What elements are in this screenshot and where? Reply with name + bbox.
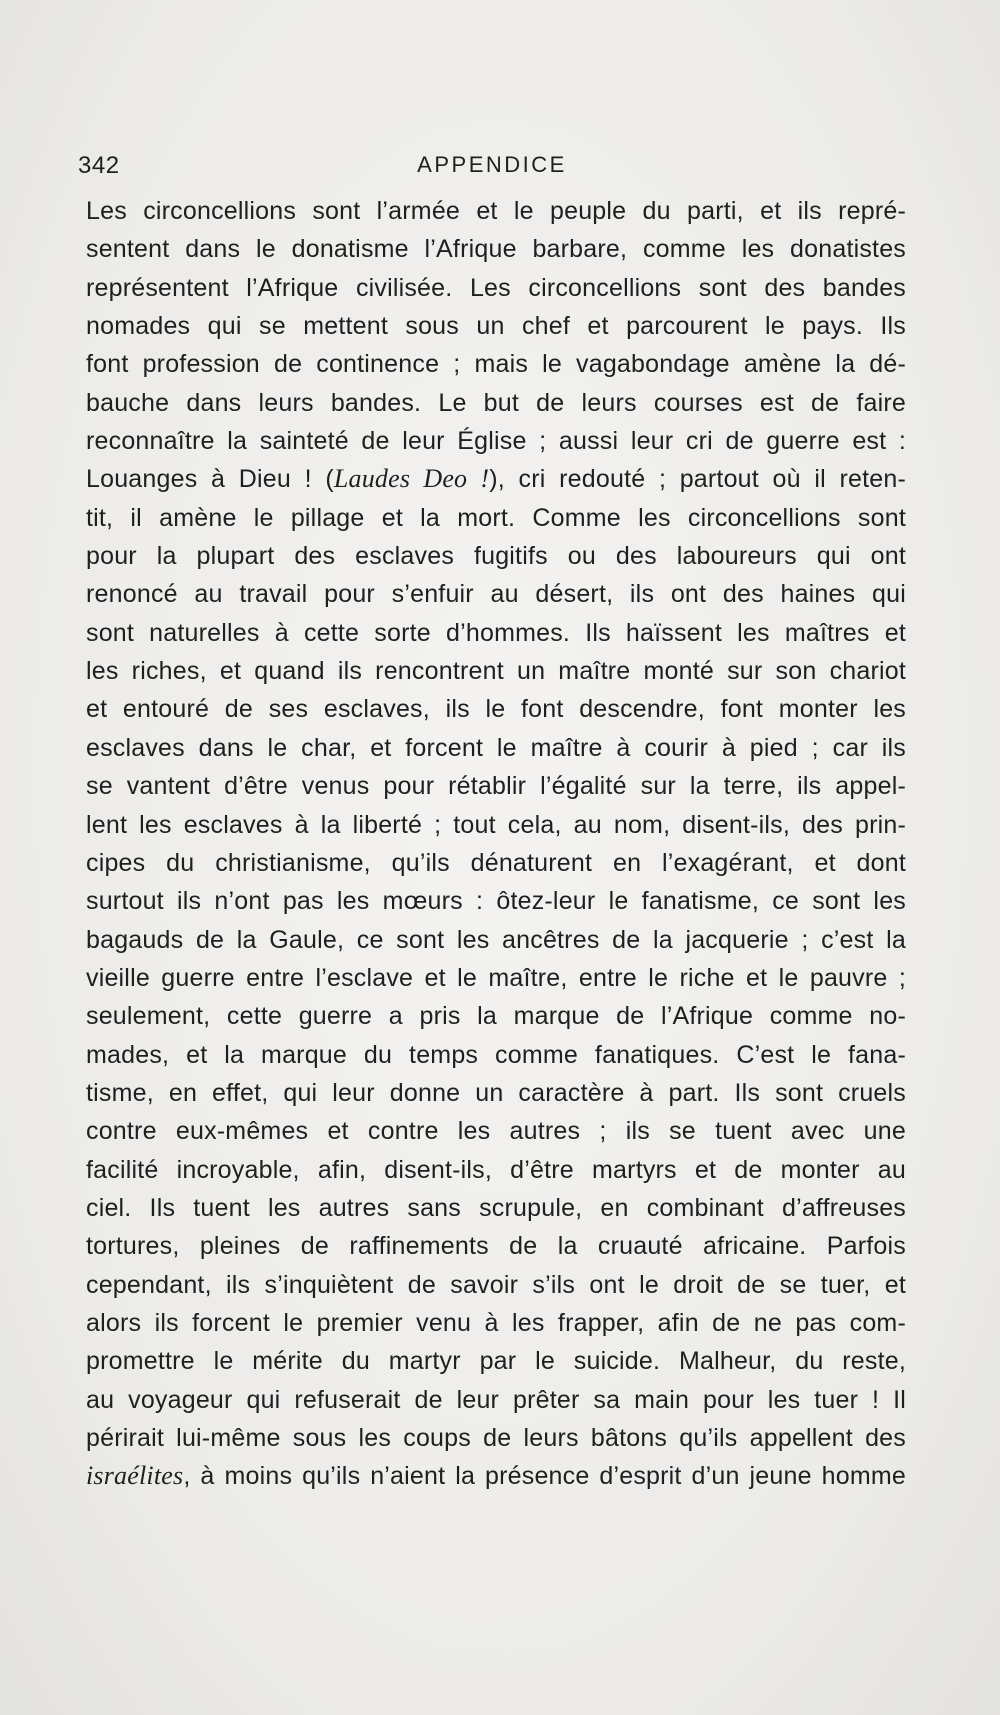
line-text: , à moins qu’ils n’aient la présence d’esprit d’un jeune homme bbox=[183, 1462, 906, 1491]
text-line bbox=[86, 690, 906, 728]
italic-text: israélites bbox=[86, 1461, 184, 1491]
text-line bbox=[86, 1112, 906, 1150]
text-line bbox=[86, 1457, 906, 1495]
text-line bbox=[86, 882, 906, 920]
text-line bbox=[86, 652, 906, 690]
line-text: renoncé au travail pour s’enfuir au désert, ils ont des haines qui bbox=[86, 580, 906, 609]
text-line bbox=[86, 422, 906, 460]
line-text: esclaves dans le char, et forcent le maître à courir à pied ; car ils bbox=[86, 733, 906, 762]
text-line bbox=[86, 1151, 906, 1189]
line-text: se vantent d’être venus pour rétablir l’égalité sur la terre, ils appel- bbox=[86, 772, 906, 801]
text-line bbox=[86, 844, 906, 882]
line-text: cependant, ils s’inquiètent de savoir s’ils ont le droit de se tuer, et bbox=[86, 1270, 906, 1299]
line-text: bauche dans leurs bandes. Le but de leurs courses est de faire bbox=[86, 388, 906, 417]
line-text: tit, il amène le pillage et la mort. Comme les circoncellions sont bbox=[86, 503, 906, 532]
line-text: Les circoncellions sont l’armée et le peuple du parti, et ils repré- bbox=[86, 197, 906, 225]
line-text: vieille guerre entre l’esclave et le maître, entre le riche et le pauvre ; bbox=[86, 963, 906, 992]
text-line bbox=[86, 384, 906, 422]
running-head: APPENDICE bbox=[417, 152, 567, 177]
text-line bbox=[86, 269, 906, 307]
text-line bbox=[86, 307, 906, 345]
text-line bbox=[86, 192, 906, 230]
text-line bbox=[86, 806, 906, 844]
line-text: tortures, pleines de raffinements de la cruauté africaine. Parfois bbox=[86, 1232, 906, 1261]
page-header bbox=[78, 152, 906, 186]
line-text: sentent dans le donatisme l’Afrique barbare, comme les donatistes bbox=[86, 235, 906, 264]
text-line bbox=[86, 460, 906, 498]
line-text: surtout ils n’ont pas les mœurs : ôtez-leur le fanatisme, ce sont les bbox=[86, 887, 906, 916]
text-line bbox=[86, 345, 906, 383]
line-text: ciel. Ils tuent les autres sans scrupule, en combinant d’affreuses bbox=[86, 1193, 906, 1222]
line-text: contre eux-mêmes et contre les autres ; ils se tuent avec une bbox=[86, 1117, 906, 1146]
line-text: périrait lui-même sous les coups de leurs bâtons qu’ils appellent des bbox=[86, 1424, 906, 1452]
line-text: et entouré de ses esclaves, ils le font descendre, font monter les bbox=[86, 695, 906, 724]
text-line bbox=[86, 1304, 906, 1342]
text-line bbox=[86, 1074, 906, 1112]
body-text bbox=[86, 192, 906, 1496]
line-text: promettre le mérite du martyr par le suicide. Malheur, du reste, bbox=[86, 1347, 906, 1376]
line-text: Louanges à Dieu ! ( bbox=[86, 465, 334, 494]
line-text: reconnaître la sainteté de leur Église ; aussi leur cri de guerre est : bbox=[86, 427, 906, 456]
text-line bbox=[86, 921, 906, 959]
text-line bbox=[86, 499, 906, 537]
line-text: représentent l’Afrique civilisée. Les circoncellions sont des bandes bbox=[86, 273, 906, 302]
line-text: bagauds de la Gaule, ce sont les ancêtres de la jacquerie ; c’est la bbox=[86, 925, 906, 954]
line-text: nomades qui se mettent sous un chef et parcourent le pays. Ils bbox=[86, 312, 906, 341]
line-text: lent les esclaves à la liberté ; tout cela, au nom, disent-ils, des prin- bbox=[86, 810, 906, 839]
line-text: cipes du christianisme, qu’ils dénaturent en l’exagérant, et dont bbox=[86, 848, 906, 877]
text-line bbox=[86, 1419, 906, 1457]
line-text: sont naturelles à cette sorte d’hommes. Ils haïssent les maîtres et bbox=[86, 618, 906, 647]
text-line bbox=[86, 575, 906, 613]
text-line bbox=[86, 1381, 906, 1419]
line-text: les riches, et quand ils rencontrent un maître monté sur son chariot bbox=[86, 657, 906, 686]
text-line bbox=[86, 1227, 906, 1265]
text-line bbox=[86, 729, 906, 767]
text-line bbox=[86, 767, 906, 805]
line-text: facilité incroyable, afin, disent-ils, d’être martyrs et de monter au bbox=[86, 1155, 906, 1184]
text-line bbox=[86, 537, 906, 575]
text-line bbox=[86, 997, 906, 1035]
line-text: tisme, en effet, qui leur donne un caractère à part. Ils sont cruels bbox=[86, 1078, 906, 1107]
line-text: seulement, cette guerre a pris la marque de l’Afrique comme no- bbox=[86, 1002, 906, 1031]
line-text: pour la plupart des esclaves fugitifs ou des laboureurs qui ont bbox=[86, 542, 906, 571]
line-text: ), cri redouté ; partout où il reten- bbox=[489, 465, 906, 494]
text-line bbox=[86, 1036, 906, 1074]
text-line bbox=[86, 614, 906, 652]
line-text: mades, et la marque du temps comme fanatiques. C’est le fana- bbox=[86, 1040, 906, 1069]
italic-text: Laudes Deo ! bbox=[333, 464, 490, 494]
line-text: alors ils forcent le premier venu à les frapper, afin de ne pas com- bbox=[86, 1308, 906, 1337]
text-line bbox=[86, 959, 906, 997]
line-text: font profession de continence ; mais le vagabondage amène la dé- bbox=[86, 350, 906, 379]
page-number: 342 bbox=[78, 152, 120, 179]
text-line bbox=[86, 1342, 906, 1380]
text-line bbox=[86, 1189, 906, 1227]
text-line bbox=[86, 1266, 906, 1304]
line-text: au voyageur qui refuserait de leur prêter sa main pour les tuer ! Il bbox=[86, 1385, 906, 1414]
text-line bbox=[86, 230, 906, 268]
